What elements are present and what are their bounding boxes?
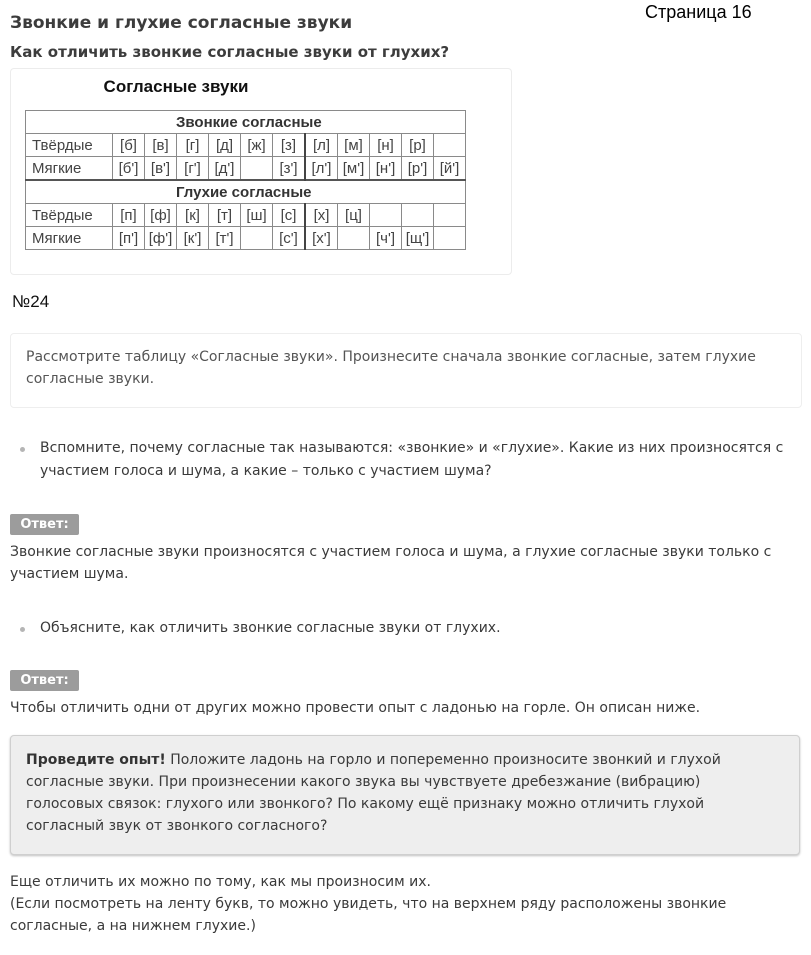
sound-cell: [б']: [113, 157, 145, 181]
question-item: [20, 437, 790, 487]
table-row: [26, 134, 466, 157]
voiced-heading: Звонкие согласные: [26, 111, 466, 134]
sound-cell: [434, 227, 466, 250]
answer-text: Звонкие согласные звуки произносятся с участием голоса и шума, а глухие согласные звуки только с участием шума.: [10, 544, 772, 582]
sound-cell: [т']: [209, 227, 241, 250]
sound-cell: [к]: [177, 204, 209, 227]
section-subtitle: Как отличить звонкие согласные звуки от глухих?: [10, 43, 450, 61]
sound-cell: [в']: [145, 157, 177, 181]
sound-cell: [г']: [177, 157, 209, 181]
table-heading: Согласные звуки: [103, 77, 249, 96]
sound-cell: [ф']: [145, 227, 177, 250]
task-number: №24: [12, 292, 50, 311]
table-row: [26, 227, 466, 250]
sound-cell: [434, 134, 466, 157]
table-group-heading-row: [26, 111, 466, 134]
sound-cell: [241, 157, 273, 181]
sound-cell: [д']: [209, 157, 241, 181]
sound-cell: [402, 204, 434, 227]
sound-cell: [в]: [145, 134, 177, 157]
sound-cell: [ф]: [145, 204, 177, 227]
sound-cell: [н']: [370, 157, 402, 181]
consonant-table-image: [10, 68, 512, 275]
table-group-heading-row: [26, 180, 466, 204]
row-label: Твёрдые: [26, 204, 113, 227]
sound-cell: [434, 204, 466, 227]
sound-cell: [ш]: [241, 204, 273, 227]
sound-cell: [м]: [338, 134, 370, 157]
row-label: Твёрдые: [26, 134, 113, 157]
question-text: Объясните, как отличить звонкие согласные звуки от глухих.: [40, 620, 501, 636]
answer-text: Чтобы отличить одни от других можно провести опыт с ладонью на горле. Он описан ниже.: [10, 700, 701, 716]
task-box: [10, 333, 802, 408]
sound-cell: [л]: [305, 134, 338, 157]
voiceless-heading: Глухие согласные: [26, 180, 466, 204]
sound-cell: [ц]: [338, 204, 370, 227]
question-item: [20, 617, 790, 642]
sound-cell: [л']: [305, 157, 338, 181]
sound-cell: [с]: [273, 204, 306, 227]
sound-cell: [н]: [370, 134, 402, 157]
answer-label: Ответ:: [10, 670, 79, 691]
sound-cell: [п]: [113, 204, 145, 227]
sound-cell: [п']: [113, 227, 145, 250]
row-label: Мягкие: [26, 227, 113, 250]
answer-label: Ответ:: [10, 514, 79, 535]
page-title: Звонкие и глухие согласные звуки: [10, 13, 353, 33]
sound-cell: [б]: [113, 134, 145, 157]
sound-cell: [р']: [402, 157, 434, 181]
sound-cell: [х']: [305, 227, 338, 250]
bullet-dot-icon: [20, 447, 25, 452]
sound-cell: [з']: [273, 157, 306, 181]
sound-cell: [д]: [209, 134, 241, 157]
sound-cell: [р]: [402, 134, 434, 157]
extra-note: [10, 871, 790, 937]
extra-line-1: Еще отличить их можно по тому, как мы произносим их.: [10, 874, 431, 890]
experiment-lead: Проведите опыт!: [26, 752, 166, 768]
sound-cell: [241, 227, 273, 250]
sound-cell: [ж]: [241, 134, 273, 157]
sound-cell: [м']: [338, 157, 370, 181]
sound-cell: [ч']: [370, 227, 402, 250]
sound-cell: [щ']: [402, 227, 434, 250]
sound-cell: [к']: [177, 227, 209, 250]
sound-cell: [з]: [273, 134, 306, 157]
sound-cell: [370, 204, 402, 227]
experiment-body: Положите ладонь на горло и попеременно произносите звонкий и глухой согласные звуки. При произнесении какого звука вы чувствуете дребезжание (вибрацию) голосовых связок: глухого или звонкого? По какому ещё признаку можно отличить глухой согласный звук от звонкого согласного?: [26, 752, 721, 834]
task-text: Рассмотрите таблицу «Согласные звуки». Произнесите сначала звонкие согласные, затем глухие согласные звуки.: [26, 349, 756, 387]
row-label: Мягкие: [26, 157, 113, 181]
sound-cell: [с']: [273, 227, 306, 250]
sound-cell: [й']: [434, 157, 466, 181]
table-row: [26, 204, 466, 227]
bullet-dot-icon: [20, 627, 25, 632]
consonant-table: [25, 110, 466, 250]
question-text: Вспомните, почему согласные так называются: «звонкие» и «глухие». Какие из них произносятся с участием голоса и шума, а какие – только с участием шума?: [40, 440, 784, 479]
extra-line-2: (Если посмотреть на ленту букв, то можно увидеть, что на верхнем ряду расположены звонкие согласные, а на нижнем глухие.): [10, 896, 727, 934]
sound-cell: [х]: [305, 204, 338, 227]
experiment-box: [10, 735, 800, 855]
sound-cell: [г]: [177, 134, 209, 157]
sound-cell: [338, 227, 370, 250]
table-row: [26, 157, 466, 181]
experiment-text: [26, 749, 766, 837]
sound-cell: [т]: [209, 204, 241, 227]
page-number: Страница 16: [645, 2, 752, 22]
